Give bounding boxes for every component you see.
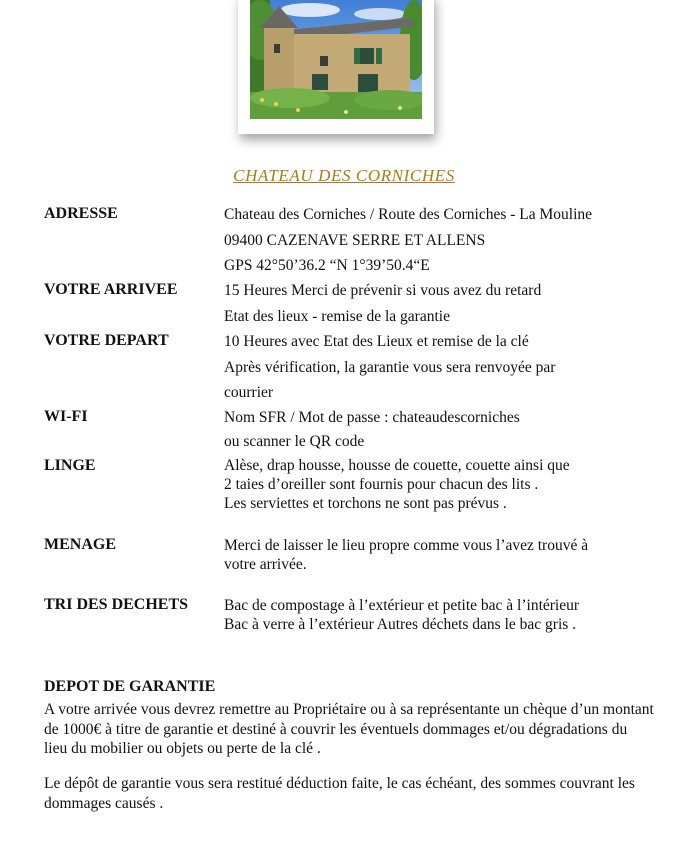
label-arrivee: VOTRE ARRIVEE (44, 281, 178, 298)
depart-line: Après vérification, la garantie vous sera renvoyée par (224, 358, 556, 376)
menage-line: Merci de laisser le lieu propre comme vous l’avez trouvé à (224, 537, 589, 554)
label-wifi: WI-FI (44, 408, 88, 425)
deposit-paragraph-2: Le dépôt de garantie vous sera restitué déduction faite, le cas échéant, des sommes couvrant les dommages causés . (44, 775, 635, 812)
tri-line: Bac de compostage à l’extérieur et petite bac à l’intérieur (224, 597, 580, 614)
deposit-paragraph-1: A votre arrivée vous devrez remettre au Propriétaire ou à sa représentante un chèque d’un montant de 1000€ à titre de garantie et destiné à couvrir les éventuels dommages et/ou dégradations du lieu du mobilier ou objets ou perte de la clé . (44, 701, 654, 757)
label-linge: LINGE (44, 457, 96, 474)
value-arrivee (224, 278, 541, 329)
depart-line: courrier (224, 384, 274, 401)
value-wifi (224, 406, 520, 454)
adresse-line: Chateau des Corniches / Route des Corniches - La Mouline (224, 206, 593, 223)
linge-line: 2 taies d’oreiller sont fournis pour chacun des lits . (224, 476, 539, 493)
label-depart: VOTRE DEPART (44, 332, 169, 349)
value-adresse (224, 202, 592, 279)
linge-line: Alèse, drap housse, housse de couette, couette ainsi que (224, 457, 570, 474)
menage-line: votre arrivée. (224, 556, 307, 573)
adresse-line: 09400 CAZENAVE SERRE ET ALLENS (224, 231, 486, 249)
value-menage (224, 536, 588, 574)
arrivee-line: 15 Heures Merci de prévenir si vous avez du retard (224, 282, 542, 299)
label-menage: MENAGE (44, 536, 116, 553)
deposit-heading: DEPOT DE GARANTIE (44, 678, 216, 695)
depart-line: 10 Heures avec Etat des Lieux et remise de la clé (224, 333, 529, 350)
wifi-line: Nom SFR / Mot de passe : chateaudescorniches (224, 409, 520, 426)
arrivee-line: Etat des lieux - remise de la garantie (224, 307, 450, 325)
adresse-line: GPS 42°50’36.2 “N 1°39’50.4“E (224, 257, 430, 274)
value-tri (224, 596, 579, 634)
label-tri: TRI DES DECHETS (44, 596, 189, 613)
label-adresse: ADRESSE (44, 205, 118, 222)
value-depart (224, 329, 555, 406)
photo-frame (238, 0, 434, 134)
value-linge (224, 456, 570, 513)
tri-line: Bac à verre à l’extérieur Autres déchets dans le bac gris . (224, 616, 577, 633)
linge-line: Les serviettes et torchons ne sont pas prévus . (224, 495, 507, 512)
chateau-photo (250, 0, 422, 119)
page-title: CHATEAU DES CORNICHES (233, 166, 455, 185)
wifi-line: ou scanner le QR code (224, 433, 365, 450)
